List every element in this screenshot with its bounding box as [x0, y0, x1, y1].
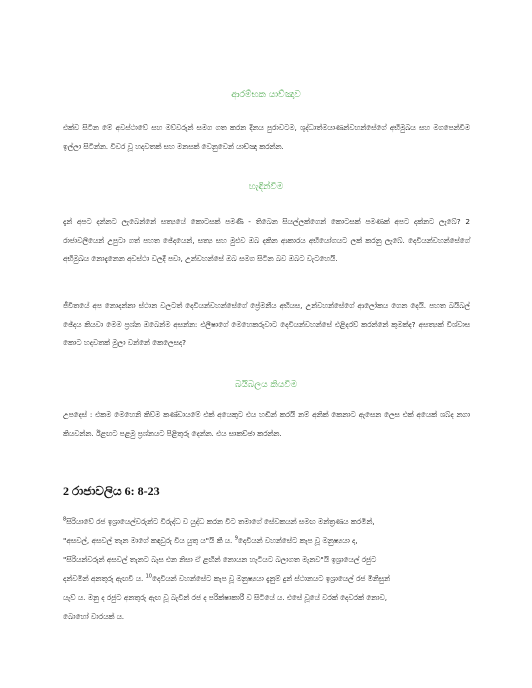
verse-number: 9: [234, 535, 238, 542]
scripture-reference: 2 රාජාවලිය 6: 8-23: [63, 484, 160, 498]
scripture-passage: [63, 512, 470, 626]
section-heading-opening-prayer: ආරම්භක යාච්ඤාව: [231, 90, 301, 100]
verse-number: 10: [145, 573, 152, 580]
scripture-line-1: $^8$සිරියාවේ රජ ඉශ්‍රායෙල්වරුන්ට විරුද්ධ ව යුද්ධ කරන විට තමාගේ සේවකයන් සමඟ මන්ත්‍රණය කරමින්,: [63, 516, 375, 526]
section-heading-introduction: හැඳින්වීම: [248, 182, 284, 192]
scripture-line-6: බොහෝ වාරයක් ය.: [63, 612, 125, 621]
scripture-line-2: "අසවල්, අසවල් තැන මාගේ කඳවුරු විය යුතු ය"යි කී ය. $^9$දෙවියන් වහන්සේට කැප වූ මනුෂ්‍යයා ද,: [63, 535, 358, 545]
verse-number: 8: [63, 516, 67, 523]
bible-reading-instructions: උපදෙස් : එකම මෙහෙනි කිව්ම කණ්ඩායමේ එක් අයෙකුට එය හඬින් කරයි නම් අනික් කෙනාට ඇසෙන ලෙස එක් අයෙක් ශබ්ද නගා කියවන්න. ඊළඟට පළමු ප්‍රශ්නයට පිළිතුරු දෙන්න. එය සාකච්ඡා කරන්න.: [63, 410, 470, 438]
section-heading-bible-reading: බයිබලය කියවීම: [234, 380, 298, 390]
scripture-line-5: යැව් ය. මනු ද රජුට අනතුරු ඇඟ වූ බැවින් රජ ද පරික්ෂාකාරී ව සිටියේ ය. එසේ වූයේ වරක් දෙවරක් නොව,: [63, 593, 388, 602]
scripture-line-4: දන්වමින් අනතුරු ඇඟවී ය. $^{10}$දෙවියන් වහන්සේට කැප වූ මනුෂ්‍යයා දැනුම් දුන් ස්ථානයට ඉශ්‍රායෙල් රජ මිනිසුන්: [63, 573, 390, 583]
introduction-paragraph-1: දැන් අපට දන්නට ලැබෙන්නේ සත්‍යයේ කොටසක් පමණි - තිබෙන සියල්ලක්ගෙන් කොටසක් පමණක් අපට දක්නට ලැබේ? 2 රාජාවලියෙන් උපුටා ගත් පහත ඡේදයෙන්, සත්‍ය සහ මුළුව ඔබ දකින ආකාරය අභියෝගයට ලක් කරනු ලැබේ. දෙවියන්වහන්සේගේ අභිමුඛය නොදැනෙන අවස්ථා වලදී පවා, උන්වහන්සේ ඔබ සමග සිටින බව ඔබට වැටහෙයි.: [63, 217, 470, 264]
opening-prayer-paragraph: එක්ව සිටින මේ අවස්ථාවේ සහ මව්වරුන් සමග ගත කරන දිනය පුරාවටම, ශුද්ධාත්මයාණන්වහන්සේගේ අභිමුඛය සහ මගපෙන්වීම ඉල්ලා සිටින්න. විවර වූ හදවතක් සහ මනසක් වෙනුවෙන් යාච්ඤා කරන්න.: [63, 123, 470, 151]
introduction-paragraph-2: ජීවිතයේ අප නොදන්නා ස්ථාන වලටත් දෙවියන්වහන්සේගේ ප්‍රේමනීය අභියස, උන්වහන්සේගේ ආලෝකය ගෙන දෙයි. පහත බයිබල් ඡේදය කියවා මෙම ප්‍රශ්න ඔබෙන්ම අසන්න: එලීෂාගේ මෙහෙකරුවාට දෙවියන්වහන්සේ එළිදරව් කරන්නේ කුමක්ද? අසත්‍යක් විශ්වාස කොට හදවතක් මුලා වන්නේ කෙලෙසද?: [63, 301, 470, 348]
scripture-line-3: "සිරියන්වරුන් අසවල් තැනට බැස එන නිසා ඒ ළඟින් නොයන හැටියට බලාගත මැනව"යි ඉශ්‍රායෙල් රජුට: [63, 555, 377, 564]
